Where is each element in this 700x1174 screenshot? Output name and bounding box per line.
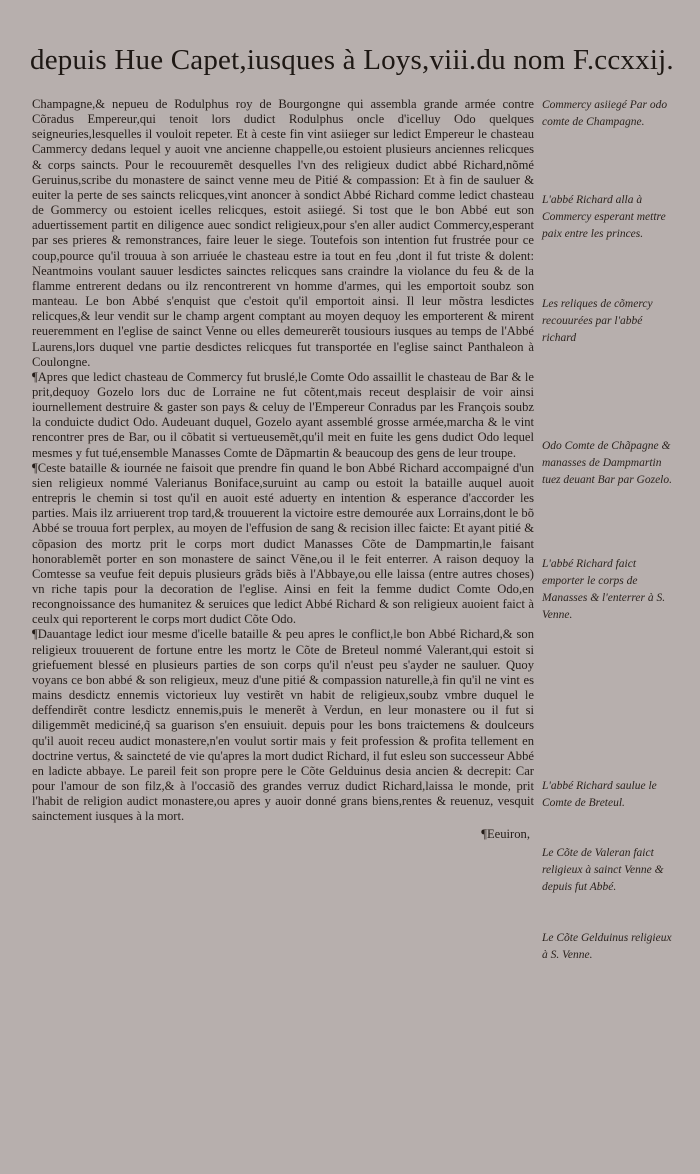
paragraph: ¶Ceste bataille & iournée ne faisoit que prendre fin quand le bon Abbé Richard accompaigné d'un sien religieux nommé Valerianus Boniface,suruint au camp ou estoit la bataille auquel auoit entrepris le chemin si tost qu'il en auoit esté aduerty en intention & esperance d'accorder les parties. Mais ilz arriuerent trop tard,& trouuerent la victoire estre demourée aux Lorrains,dont le bõ Abbé se trouua fort perplex, au moyen de l'effusion de sang & recision illec faicte: Et ayant pitié & cõpasion des mortz prit le corps mort dudict Manasses Cõte de Dampmartin,le faisant honorablemẽt porter en son monastere de sainct Vẽne,ou il le feit enterrer. A raison dequoy la Comtesse sa veufue feit depuis plusieurs grãds biẽs à l'Abbaye,ou elle laissa (entre autres choses) vn riche tapis pour la decoration de l'eglise. Ainsi en feit la femme dudict Comte Odo,en recongnoissance des humanitez & seruices que ledict Abbé Richard & son religieux auoient faict à ceulx qui reporterent le corps mort dudict Cõte Odo. bbox=[32, 460, 534, 627]
margin-note: Le Cõte de Valeran faict religieux à sainct Venne & depuis fut Abbé. bbox=[542, 847, 664, 893]
paragraph: ¶Apres que ledict chasteau de Commercy fut bruslé,le Comte Odo assaillit le chasteau de Bar & le prit,dequoy Gozelo lors duc de Lorraine ne fut cõtent,mais receut desplaisir de voir ainsi iournellement destruire & gaster son pays & celuy de l'Empereur Conradus par les François soubz la conduicte dudict Odo. Audeuant duquel, Gozelo ayant assemblé grosse armée,marcha & le vint rencontrer pres de Bar, ou il cõbatit si vertueusemẽt,qu'il meit en fuite les gens dudict Odo lequel mesmes y fut tué,ensemble Manasses Comte de Dãpmartin & beaucoup des gens de leur troupe. bbox=[32, 369, 534, 460]
margin-note: Commercy asiiegé Par odo comte de Champagne. bbox=[542, 99, 668, 128]
margin-note: Les reliques de cõmercy recouurées par l'abbé richard bbox=[542, 298, 653, 344]
margin-note: L'abbé Richard alla à Commercy esperant mettre paix entre les princes. bbox=[542, 194, 666, 240]
margin-note: Odo Comte de Chãpagne & manasses de Dampmartin tuez deuant Bar par Gozelo. bbox=[542, 440, 673, 486]
running-header: depuis Hue Capet,iusques à Loys,viii.du nom F.ccxxij. bbox=[30, 44, 674, 76]
catchword: ¶Eeuiron, bbox=[481, 826, 530, 841]
margin-note: Le Cõte Gelduinus religieux à S. Venne. bbox=[542, 932, 672, 961]
margin-note: L'abbé Richard saulue le Comte de Breteul. bbox=[542, 780, 657, 809]
main-text-column bbox=[32, 97, 534, 842]
margin-note: L'abbé Richard faict emporter le corps de Manasses & l'enterrer à S. Venne. bbox=[542, 558, 666, 621]
paragraph: Champagne,& nepueu de Rodulphus roy de Bourgongne qui assembla grande armée contre Cõradus Empereur,qui tenoit lors dudict Rodulphus oncle d'icelluy Odo quelques seigneuries,lesquelles il vouloit repeter. Et à ceste fin vint asiieger sur ledict Empereur le chasteau Cammercy dedans lequel y auoit vne ancienne chappelle,ou estoient plusieurs anciennes relicques & corps saincts. Pour le recouuremẽt desquelles l'vn des religieux dudict abbé Richard,nõmé Geruinus,scribe du monastere de sainct venne meu de Pitié & compassion: Et à fin de sauluer & euiter la perte de ses saincts relicques,vint anoncer à sondict Abbé Richard comme ledict chasteau de Gommercy ou estoient icelles relicques, estoit asiiegé. Si tost que le bon Abbé eut son aduertissement partit en diligence auec sondict religieux,pour s'en aller audict Commercy,esperant par ses prieres & remonstrances, faire leuer le siege. Toutefois son intention fut frustrée pour ce coup,pource qu'il trouua à son arriuée le chasteau estre ia tout en feu ,dont il fut triste & dolent: Neantmoins voulant sauuer lesdictes sainctes relicques sans craindre la violance du feu & de la flamme entrerent dedans ou ilz rencontrerent vn homme d'armes, qui les emportoit soubz son manteau. Le bon Abbé s'enquist que c'estoit qu'il emportoit ainsi. Il leur mõstra lesdictes relicques,& leur vendit sur le champ argent comptant au moyen dequoy les emporterent & mirent reueremment en l'eglise de sainct Venne ou elles demeurerẽt tousiours iusques au temps de l'Abbé Laurens,lors duquel vne partie desdictes relicques fut transportée en l'eglise sainct Panthaleon à Coulongne. bbox=[32, 97, 534, 369]
paragraph: ¶Dauantage ledict iour mesme d'icelle bataille & peu apres le conflict,le bon Abbé Richard,& son religieux trouuerent de fortune entre les mortz le Cõte de Breteul nommé Valerant,qui estoit si griefuement blessé en plusieurs parties de son corps qu'il n'eust peu s'ayder ne sauluer. Quoy voyans ce bon abbé & son religieux, meuz d'une pitié & compassion naturelle,à fin qu'il ne vint es mains desdictz ennemis victorieux luy vestirẽt vn habit de religieux,soubz vmbre duquel le deffendirẽt contre lesdictz ennemis,puis le menerẽt à Verdun, en leur monastere ou il fut si diligemmẽt mediciné,q̃ sa guarison s'en ensuiuit. depuis pour les bons traictemens & doulceurs qu'il auoit receu audict monastere,n'en voulut sortir mais y feit profession & profita tellement en doctrine vertus, & saincteté de vie qu'apres la mort dudict Richard, il fut esleu son successeur Abbé en ladicte abbaye. Le pareil feit son propre pere le Cõte Gelduinus desia ancien & decrepit: Car pour l'amour de son filz,& à l'occasiõ des grandes verruz dudict Richard,laissa le monde, prit l'habit de religion audict monastere,ou apres y auoir donné grans biens,rentes & reuenuz, vesquit sainctement iusques à la mort. bbox=[32, 627, 534, 824]
